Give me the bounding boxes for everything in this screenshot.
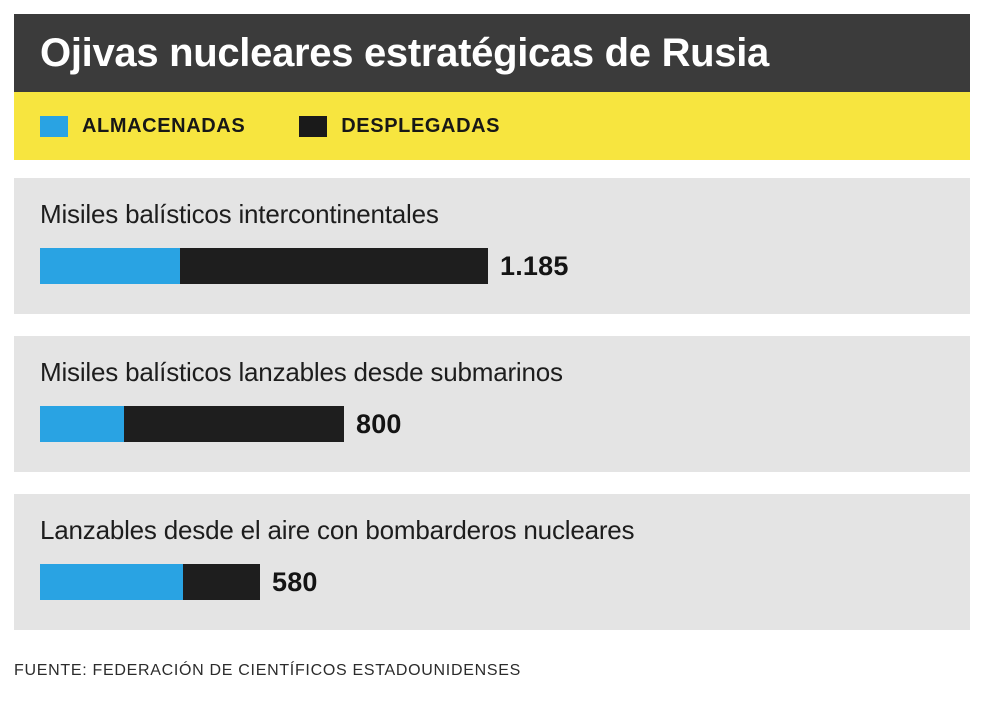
bar-segment-desplegadas [124, 406, 344, 442]
legend-item-desplegadas [299, 115, 500, 138]
legend-item-almacenadas [40, 115, 245, 138]
stacked-bar [40, 248, 488, 284]
chart-legend [14, 92, 970, 160]
bar-segment-desplegadas [183, 564, 260, 600]
bar-total-label: 1.185 [500, 250, 569, 281]
row-label: Misiles balísticos intercontinentales [40, 199, 439, 229]
chart-row [14, 336, 970, 472]
row-label: Misiles balísticos lanzables desde submarinos [40, 357, 563, 387]
bar-group [40, 406, 402, 442]
bar-segment-almacenadas [40, 248, 180, 284]
chart-row [14, 494, 970, 630]
title-bar [14, 14, 970, 92]
bar-group [40, 564, 318, 600]
page-title: Ojivas nucleares estratégicas de Rusia [40, 31, 769, 75]
stacked-bar [40, 564, 260, 600]
source-note: FUENTE: FEDERACIÓN DE CIENTÍFICOS ESTADOUNIDENSES [14, 662, 521, 679]
bar-segment-desplegadas [180, 248, 488, 284]
bar-segment-almacenadas [40, 564, 183, 600]
chart-rows [14, 178, 970, 652]
bar-group [40, 248, 569, 284]
bar-total-label: 580 [272, 566, 318, 597]
legend-square-blue-icon [40, 116, 68, 137]
bar-total-label: 800 [356, 408, 402, 439]
legend-label-almacenadas: ALMACENADAS [82, 114, 246, 137]
chart-row [14, 178, 970, 314]
row-label: Lanzables desde el aire con bombarderos nucleares [40, 515, 635, 545]
legend-label-desplegadas: DESPLEGADAS [341, 114, 501, 137]
legend-square-black-icon [299, 116, 327, 137]
stacked-bar [40, 406, 344, 442]
bar-segment-almacenadas [40, 406, 124, 442]
